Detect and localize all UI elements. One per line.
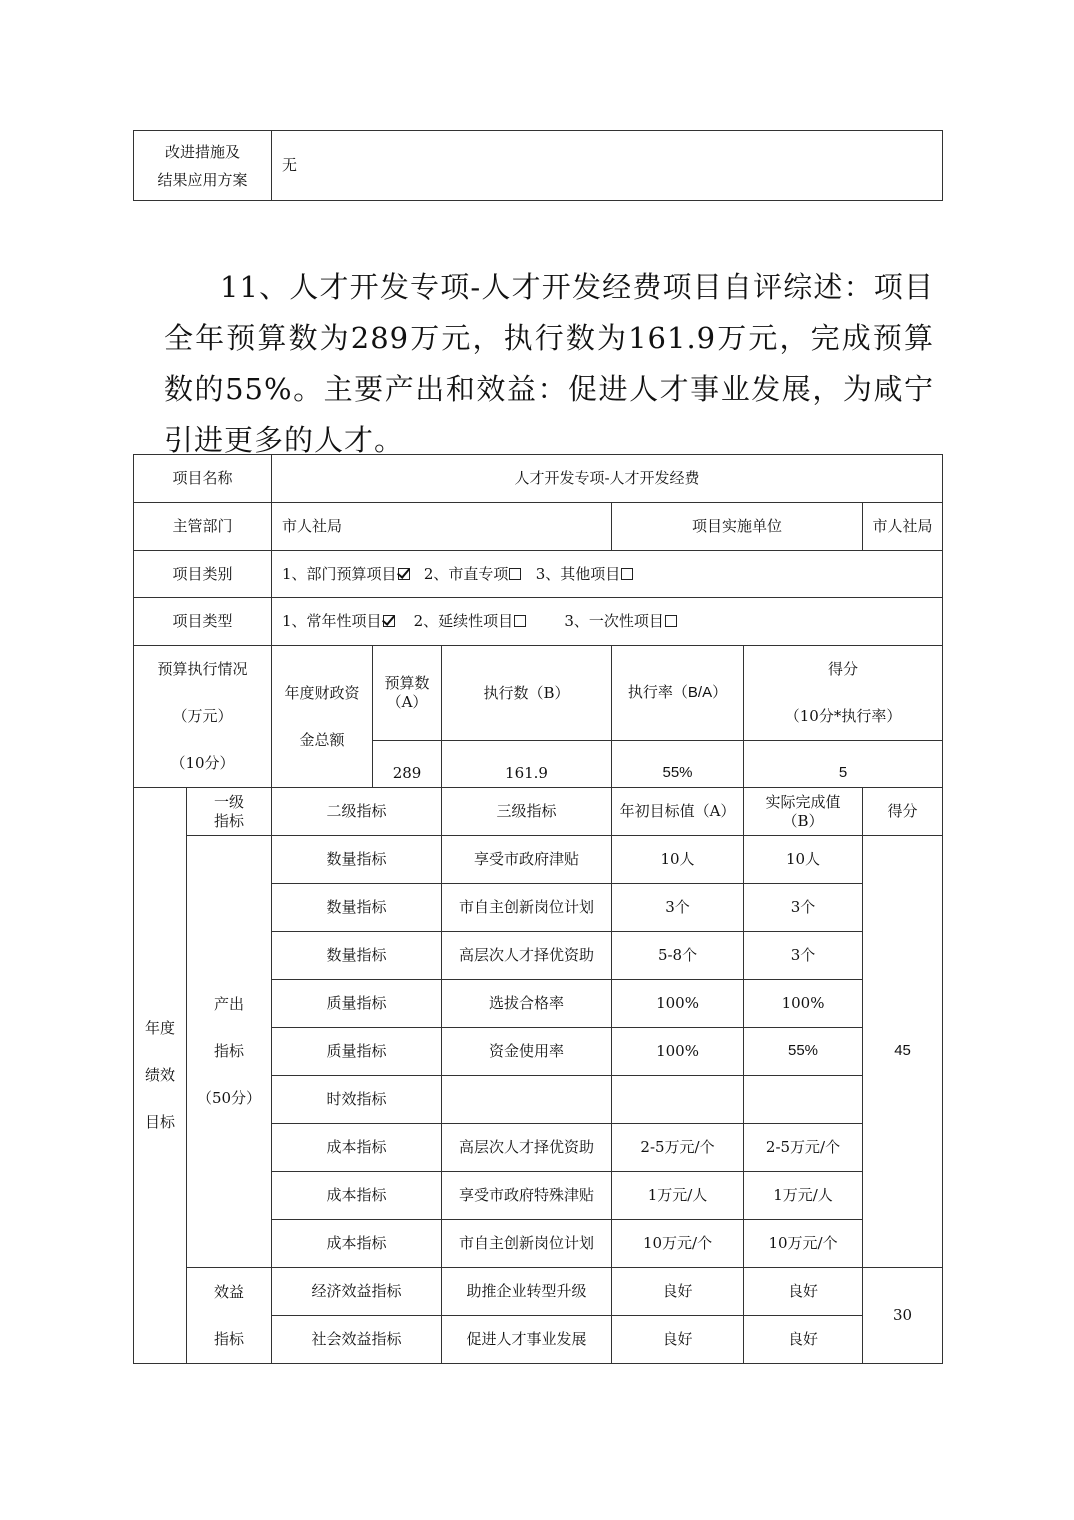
benefit-target: 良好: [612, 1268, 744, 1316]
annual-fund-line2: 金总额: [299, 730, 345, 749]
benefit-label-line1: 效益: [214, 1282, 245, 1301]
output-actual: 10万元/个: [744, 1220, 863, 1268]
type-option-1: 1、常年性项目: [282, 612, 382, 631]
output-l2: 成本指标: [272, 1172, 442, 1220]
rate-header: 执行率（B/A）: [612, 646, 744, 741]
annual-fund-label: [272, 646, 373, 788]
category-option-2: 2、市直专项: [423, 564, 509, 583]
output-score: 45: [863, 836, 943, 1268]
output-target: 10人: [612, 836, 744, 884]
output-l2: 数量指标: [272, 932, 442, 980]
output-l3: 享受市政府津贴: [442, 836, 612, 884]
output-l3: 高层次人才择优资助: [442, 932, 612, 980]
output-actual: 3个: [744, 932, 863, 980]
improvement-label: [134, 131, 272, 201]
output-l3: 选拔合格率: [442, 980, 612, 1028]
output-target: 5-8个: [612, 932, 744, 980]
benefit-label-line2: 指标: [214, 1329, 245, 1348]
level3-header: 三级指标: [442, 788, 612, 836]
output-label: [187, 836, 272, 1268]
checkbox-icon: [509, 568, 521, 580]
actual-header: [744, 788, 863, 836]
output-l2: 成本指标: [272, 1220, 442, 1268]
improvement-label-line2: 结果应用方案: [157, 170, 248, 189]
output-actual: 100%: [744, 980, 863, 1028]
output-l2: 成本指标: [272, 1124, 442, 1172]
output-l3: 市自主创新岗位计划: [442, 1220, 612, 1268]
actual-header-line2: （B）: [782, 811, 824, 830]
benefit-label: [187, 1268, 272, 1364]
score-header: 得分: [863, 788, 943, 836]
checked-box-icon: [383, 615, 395, 627]
output-l2: 数量指标: [272, 836, 442, 884]
output-l2: 时效指标: [272, 1076, 442, 1124]
output-l3: 高层次人才择优资助: [442, 1124, 612, 1172]
budget-score-header-line1: 得分: [828, 660, 859, 678]
output-l3: 市自主创新岗位计划: [442, 884, 612, 932]
checked-box-icon: [398, 568, 410, 580]
budget-score-value: 5: [744, 741, 943, 788]
output-target: [612, 1076, 744, 1124]
output-actual: 2-5万元/个: [744, 1124, 863, 1172]
annual-fund-line1: 年度财政资: [284, 683, 360, 702]
output-actual: 3个: [744, 884, 863, 932]
output-l3: [442, 1076, 612, 1124]
budget-label-line3: （10分）: [170, 754, 235, 772]
category-label: 项目类别: [134, 551, 272, 598]
output-l3: 享受市政府特殊津贴: [442, 1172, 612, 1220]
impl-value: 市人社局: [863, 503, 943, 551]
checkbox-icon: [514, 615, 526, 627]
output-label-line2: 指标: [214, 1042, 245, 1060]
summary-paragraph: 11、人才开发专项-人才开发经费项目自评综述：项目全年预算数为289万元，执行数为161.9万元，完成预算数的55%。主要产出和效益：促进人才事业发展，为咸宁引进更多的人才。: [164, 270, 934, 457]
budget-b-header: 执行数（B）: [442, 646, 612, 741]
type-label: 项目类型: [134, 598, 272, 646]
category-options: [272, 551, 943, 598]
benefit-actual: 良好: [744, 1268, 863, 1316]
budget-label-line2: （万元）: [172, 707, 233, 725]
annual-perf-label: [134, 788, 187, 1364]
category-option-1: 1、部门预算项目: [282, 564, 397, 583]
rate-value: 55%: [612, 741, 744, 788]
type-option-2: 2、延续性项目: [413, 612, 514, 631]
output-actual: 1万元/人: [744, 1172, 863, 1220]
benefit-l3: 促进人才事业发展: [442, 1316, 612, 1364]
project-name-value: 人才开发专项-人才开发经费: [272, 455, 943, 503]
budget-score-header: [744, 646, 943, 741]
annual-perf-line1: 年度: [144, 1019, 175, 1037]
output-l2: 质量指标: [272, 980, 442, 1028]
benefit-l2: 经济效益指标: [272, 1268, 442, 1316]
improvement-label-line1: 改进措施及: [164, 142, 240, 161]
budget-a-header: 预算数（A）: [373, 646, 442, 741]
improvement-table: [133, 130, 943, 201]
budget-label-line1: 预算执行情况: [157, 660, 248, 678]
level2-header: 二级指标: [272, 788, 442, 836]
dept-label: 主管部门: [134, 503, 272, 551]
output-actual: [744, 1076, 863, 1124]
benefit-target: 良好: [612, 1316, 744, 1364]
benefit-l2: 社会效益指标: [272, 1316, 442, 1364]
checkbox-icon: [621, 568, 633, 580]
type-options: [272, 598, 943, 646]
output-actual: 55%: [744, 1028, 863, 1076]
budget-b-value: 161.9: [442, 741, 612, 788]
output-target: 10万元/个: [612, 1220, 744, 1268]
budget-a-value: 289: [373, 741, 442, 788]
output-l2: 质量指标: [272, 1028, 442, 1076]
project-evaluation-table: [133, 454, 943, 1364]
budget-score-header-line2: （10分*执行率）: [784, 707, 902, 725]
output-target: 2-5万元/个: [612, 1124, 744, 1172]
benefit-l3: 助推企业转型升级: [442, 1268, 612, 1316]
annual-perf-line3: 目标: [144, 1113, 175, 1131]
benefit-score: 30: [863, 1268, 943, 1364]
output-actual: 10人: [744, 836, 863, 884]
impl-label: 项目实施单位: [612, 503, 863, 551]
output-l2: 数量指标: [272, 884, 442, 932]
target-header: 年初目标值（A）: [612, 788, 744, 836]
dept-value: 市人社局: [272, 503, 612, 551]
output-label-line1: 产出: [214, 995, 245, 1013]
improvement-value: 无: [272, 131, 943, 201]
output-target: 1万元/人: [612, 1172, 744, 1220]
benefit-actual: 良好: [744, 1316, 863, 1364]
category-option-3: 3、其他项目: [535, 564, 621, 583]
budget-label: [134, 646, 272, 788]
level1-header-line1: 一级: [214, 792, 245, 811]
project-name-label: 项目名称: [134, 455, 272, 503]
type-option-3: 3、一次性项目: [564, 612, 664, 631]
level1-header: [187, 788, 272, 836]
actual-header-line1: 实际完成值: [765, 792, 841, 811]
output-l3: 资金使用率: [442, 1028, 612, 1076]
annual-perf-line2: 绩效: [144, 1066, 175, 1084]
output-target: 100%: [612, 980, 744, 1028]
output-label-line3: （50分）: [196, 1089, 262, 1107]
output-target: 3个: [612, 884, 744, 932]
checkbox-icon: [665, 615, 677, 627]
level1-header-line2: 指标: [214, 811, 245, 830]
output-target: 100%: [612, 1028, 744, 1076]
